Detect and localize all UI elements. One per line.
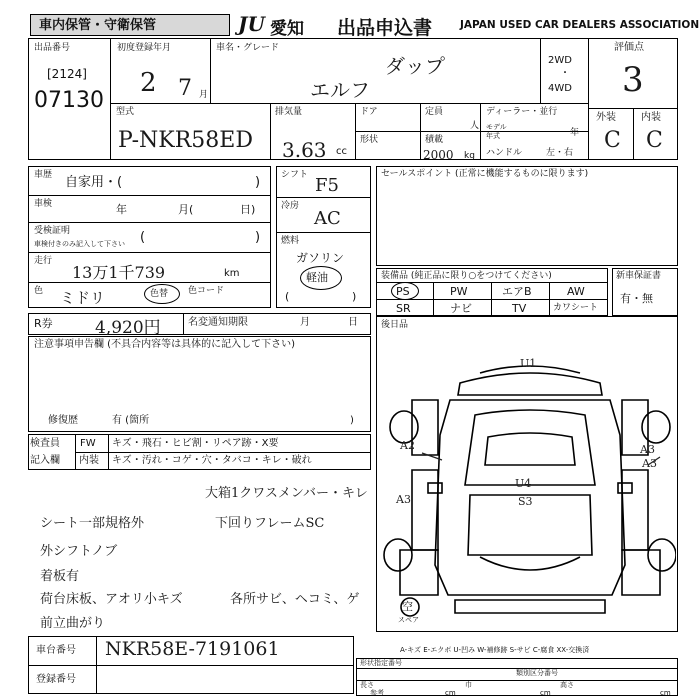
doors-label: ドア (360, 107, 378, 117)
dealer-label: ディーラー・並行 (486, 107, 558, 117)
fuel-diesel: 軽油 (306, 271, 328, 284)
handle-options: 左・右 (546, 148, 574, 158)
model-value: P-NKR58ED (118, 128, 253, 153)
inspection-cert-label: 受検証明 (34, 226, 71, 236)
repair-history-label: 修復歴 (48, 415, 78, 426)
repair-history-close: ) (350, 415, 354, 426)
sales-point-block (376, 166, 678, 266)
inspection-cert-open: ( (140, 230, 146, 245)
spec-block (356, 658, 678, 696)
color-value: ミドリ (60, 289, 106, 307)
interior-grade: C (646, 128, 663, 153)
later-docs-label: 後日品 (381, 320, 409, 330)
height-label: 高さ (560, 681, 574, 689)
interior-label: 内装 (641, 112, 661, 123)
load-unit: kg (464, 151, 475, 161)
registration-label: 初度登録年月 (117, 43, 172, 53)
capacity-label: 定員 (425, 107, 444, 117)
rating-label: 評価点 (614, 42, 644, 53)
inspection-year: 年 (116, 203, 127, 216)
mileage-value: 13万1千739 (72, 263, 166, 282)
length-label: 長さ (360, 681, 374, 689)
r-ticket-value: 4,920円 (95, 318, 161, 338)
color-code-label: 色コード (188, 286, 225, 296)
association-name: JAPAN USED CAR DEALERS ASSOCIATION (460, 19, 700, 31)
warranty-label: 新車保証書 (616, 271, 662, 281)
handwritten-note: シート一部規格外 (40, 516, 145, 531)
exterior-grade: C (604, 128, 621, 153)
inspector-label1: 検査員 (30, 438, 60, 449)
mileage-unit: km (224, 268, 240, 279)
history-close: ) (255, 175, 261, 190)
history-label: 車歴 (34, 170, 53, 180)
handwritten-note: 大箱1クワスメンバー・キレ (205, 486, 368, 501)
notes-label: 注意事項申告欄 (不具合内容等は具体的に記入して下さい) (34, 339, 295, 350)
car-name-label: 車名・グレード (216, 43, 280, 53)
r-ticket-label: R券 (34, 317, 53, 330)
diagram-mark: A3 (396, 493, 411, 506)
storage-label: 車内保管・守衛保管 (39, 18, 157, 33)
name-change-day: 日 (348, 317, 358, 328)
handwritten-note: 前立曲がり (40, 616, 106, 631)
cooler-value: AC (314, 208, 341, 229)
inspector-fw-options: キズ・飛石・ヒビ割・リペア跡・X要 (112, 438, 279, 449)
inspector-label2: 記入欄 (30, 455, 60, 466)
handwritten-note: 着板有 (40, 569, 80, 584)
name-change-month: 月 (300, 317, 310, 328)
shape-label: 形状 (360, 135, 379, 145)
car-grade: ダップ (385, 54, 445, 78)
history-value: 自家用・( (65, 175, 123, 190)
model-year-unit: 年 (570, 128, 580, 138)
cm-unit: cm (660, 689, 671, 697)
cooler-label: 冷房 (281, 201, 300, 211)
displacement-unit: cc (336, 146, 347, 157)
diagram-mark: 空 (402, 600, 413, 613)
model-label: 型式 (116, 107, 135, 117)
displacement-value: 3.63 (282, 138, 327, 162)
car-name: エルフ (310, 78, 370, 102)
inspector-interior-options: キズ・汚れ・コゲ・穴・タバコ・キレ・破れ (112, 455, 312, 466)
equip-airbag: エアB (502, 285, 532, 298)
category-number-label: 類別区分番号 (516, 669, 558, 677)
repair-history-value: 有 (箇所 (112, 415, 150, 426)
equip-tv: TV (512, 302, 527, 315)
diagram-mark: A3 (640, 443, 655, 456)
name-change-label: 名変通知期限 (188, 317, 248, 328)
damage-diagram (380, 345, 676, 630)
drive-2wd: 2WD (548, 55, 572, 66)
cm-unit: cm (540, 689, 551, 697)
handwritten-note: 外シフトノブ (40, 544, 118, 559)
equip-navi: ナビ (450, 302, 472, 315)
sales-point-label: セールスポイント (正常に機能するものに限ります) (381, 169, 589, 179)
width-label: 巾 (465, 681, 472, 689)
equip-aw: AW (567, 285, 585, 298)
load-value: 2000 (423, 148, 454, 162)
equipment-label: 装備品 (純正品に限り○をつけてください) (381, 271, 552, 281)
plate-label: 登録番号 (36, 674, 76, 685)
rating-value: 3 (622, 60, 644, 100)
damage-legend: A-キズ E-エクボ U-凹み W-補修跡 S-サビ C-腐食 XX-交換済 (400, 646, 590, 654)
diagram-mark: U4 (515, 477, 532, 490)
drive-4wd: 4WD (548, 83, 572, 94)
model-year-label: モデル (486, 123, 507, 131)
shift-value: F5 (315, 175, 339, 196)
registration-year: 2 (140, 68, 157, 98)
mileage-label: 走行 (34, 256, 53, 266)
handwritten-note: 荷台床板、アオリ小キズ (40, 592, 183, 607)
diagram-mark: U1 (520, 357, 537, 370)
fuel-gasoline: ガソリン (296, 251, 345, 265)
registration-month-unit: 月 (199, 90, 209, 100)
diagram-mark: A3 (642, 457, 657, 470)
equip-pw: PW (450, 285, 468, 298)
fuel-open: ( (285, 290, 290, 303)
warranty-value: 有・無 (620, 292, 653, 305)
handle-label: ハンドル (486, 148, 523, 158)
fuel-label: 燃料 (281, 236, 300, 246)
registration-month: 7 (178, 76, 192, 101)
exterior-label: 外装 (596, 112, 616, 123)
capacity-unit: 人 (470, 121, 480, 131)
cm-unit: cm (445, 689, 456, 697)
color-label: 色 (34, 286, 44, 296)
org-name: 愛知 (270, 19, 304, 39)
chassis-number: NKR58E-7191061 (105, 638, 280, 660)
inspection-label: 車検 (34, 199, 53, 209)
equip-ps: PS (396, 285, 410, 298)
document-title: 出品申込書 (337, 17, 433, 39)
handwritten-note: 下回りフレームSC (215, 516, 325, 531)
spec-number-label: 形状指定番号 (360, 659, 402, 667)
inspection-day: 日) (240, 203, 256, 216)
spare-label: スペア (398, 616, 419, 624)
lot-label: 出品番号 (34, 43, 71, 53)
lot-number: 07130 (34, 88, 104, 113)
inspector-interior-tag: 内装 (79, 455, 99, 466)
fuel-close: ) (352, 290, 357, 303)
inspection-cert-sub: 車検付きのみ記入して下さい (34, 240, 125, 248)
shift-label: シフト (281, 170, 309, 180)
model-year-label2: 年式 (486, 132, 500, 140)
color-change-label: 色替 (150, 289, 169, 299)
equip-seat: カワシート (553, 303, 599, 313)
displacement-label: 排気量 (275, 107, 303, 117)
storage-label-box (30, 14, 230, 36)
equip-sr: SR (396, 302, 411, 315)
reference-label: 参考 (370, 689, 384, 697)
ju-logo: JU (238, 12, 265, 36)
drive-separator: ・ (560, 68, 570, 79)
inspection-cert-close: ) (255, 230, 261, 245)
diagram-mark: A2 (400, 439, 415, 452)
diagram-mark: S3 (518, 495, 533, 508)
lot-bracket: [2124] (47, 67, 87, 81)
chassis-label: 車台番号 (36, 645, 76, 656)
handwritten-note: 各所サビ、ヘコミ、ゲ (230, 592, 360, 607)
load-label: 積載 (425, 135, 444, 145)
inspection-month: 月( (178, 203, 194, 216)
inspector-fw-tag: FW (80, 438, 96, 449)
